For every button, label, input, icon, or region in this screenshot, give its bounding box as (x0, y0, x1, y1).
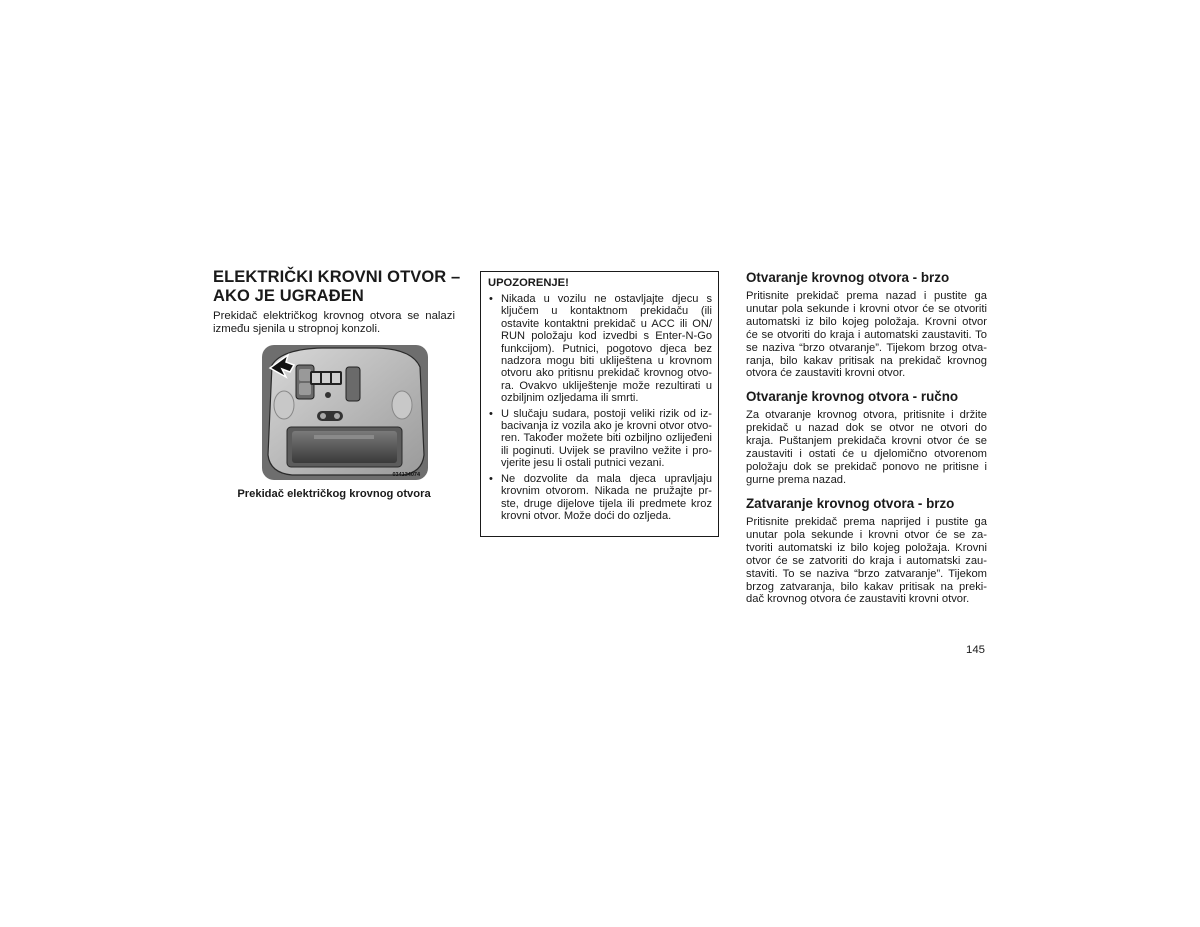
warning-line: funkcijom). Putnici, pogotovo djeca bez (501, 342, 712, 355)
subsection-heading-quick-open: Otvaranje krovnog otvora - brzo (746, 270, 950, 285)
image-code: 034134074 (392, 472, 420, 478)
sunroof-switch-front (299, 383, 311, 395)
warning-item (488, 408, 712, 470)
warning-line: ra. Ovakvo ukliještenje može rezultirati u (501, 379, 712, 392)
warning-line: Ne dozvolite da mala djeca upravljaju (501, 472, 712, 485)
warning-line: ključem u kontaktnom prekidaču (ili (501, 305, 712, 318)
bin-handle (314, 435, 374, 439)
shade-switch (346, 367, 360, 401)
warning-line: vjerite jesu li ostali putnici vezani. (501, 457, 665, 470)
paragraph-line: dač krovnog otvora će zaustaviti krovni otvor. (746, 593, 970, 606)
bullet-icon: • (489, 293, 493, 305)
paragraph-line: Pritisnite prekidač prema nazad i pustite ga (746, 290, 987, 302)
overhead-console-illustration (262, 345, 428, 480)
paragraph-line: staviti. To se naziva “brzo zatvaranje”. Tijekom (746, 567, 987, 580)
warning-line: ostavite kontaktni prekidač u ACC ili ON/ (501, 317, 712, 330)
section-title (213, 268, 463, 306)
homelink-button-3 (332, 373, 340, 383)
warning-line: otvoru ako pritisnu prekidač krovnog otvo- (501, 367, 712, 380)
paragraph-line: brzog zatvaranja, bilo kakav pritisak na preki- (746, 580, 987, 593)
warning-line: nadzora mogu biti ukliještena u krovnom (501, 355, 712, 368)
paragraph-line: automatski iz bilo kojeg položaja. Krovni otvor (746, 315, 987, 328)
bullet-icon: • (489, 407, 493, 420)
section-title-line-2: AKO JE UGRAĐEN (213, 287, 364, 305)
paragraph-line: unutar pola sekunde i krovni otvor će se za- (746, 528, 987, 541)
subsection-paragraph-manual-open (746, 409, 987, 486)
bullet-icon: • (489, 472, 493, 485)
subsection-paragraph-quick-close (746, 516, 987, 606)
subsection-heading-quick-close: Zatvaranje krovnog otvora - brzo (746, 496, 955, 511)
intro-line: Prekidač električkog krovnog otvora se nalazi (213, 310, 455, 322)
paragraph-line: gurne prema nazad. (746, 473, 847, 486)
homelink-button-2 (322, 373, 330, 383)
page-number: 145 (966, 644, 986, 656)
warning-list (488, 293, 712, 522)
warning-line: krovni otvor. Može doći do ozljeda. (501, 509, 672, 522)
warning-title: UPOZORENJE! (488, 277, 569, 289)
indicator-light (325, 392, 331, 398)
paragraph-line: tvoriti automatski iz bilo kojeg položaja. Krovni (746, 541, 987, 554)
right-map-lamp (392, 391, 412, 419)
warning-line: ili poginuti. Uvijek se pravilno vežite i pro- (501, 444, 712, 457)
paragraph-line: unutar pola sekunde i krovni otvor će se otvoriti (746, 302, 987, 315)
warning-line: ozbiljnim ozljedama ili smrti. (501, 392, 639, 405)
paragraph-line: otvora će zaustaviti krovni otvor. (746, 367, 906, 380)
left-map-lamp (274, 391, 294, 419)
warning-line: Nikada u vozilu ne ostavljajte djecu s (501, 293, 712, 305)
paragraph-line: se naziva “brzo otvaranje”. Tijekom brzog otva- (746, 341, 987, 354)
paragraph-line: prekidač u nazad dok se otvor ne otvori do (746, 421, 987, 434)
section-title-line-1: ELEKTRIČKI KROVNI OTVOR – (213, 268, 461, 286)
warning-item (488, 473, 712, 523)
warning-line: U slučaju sudara, postoji veliki rizik od iz- (501, 407, 712, 420)
sunroof-switch-rear (299, 369, 311, 381)
map-light-right (334, 413, 340, 419)
subsection-paragraph-quick-open (746, 290, 987, 380)
warning-line: RUN položaju kod izvedbi s Enter-N-Go (501, 330, 712, 343)
intro-line: između sjenila u stropnoj konzoli. (213, 323, 381, 336)
warning-line: bacivanja iz vozila ako je krovni otvor otvo- (501, 420, 712, 433)
intro-paragraph (213, 310, 455, 336)
paragraph-line: otvor će se zatvoriti do kraja i automatski zau- (746, 554, 987, 567)
warning-line: ren. Također možete biti ozbiljno ozlijeđeni (501, 432, 712, 445)
warning-box (480, 271, 719, 537)
paragraph-line: ranja, bilo kakav pritisak na prekidač krovnog (746, 354, 987, 367)
subsection-heading-manual-open: Otvaranje krovnog otvora - ručno (746, 389, 959, 404)
homelink-button-1 (312, 373, 320, 383)
paragraph-line: će se otvoriti do kraja i automatski zaustaviti. To (746, 328, 987, 341)
paragraph-line: Pritisnite prekidač prema naprijed i pustite ga (746, 516, 987, 528)
warning-line: krovnim otvorom. Nikada ne pružajte pr- (501, 485, 712, 498)
paragraph-line: položaju dok se prekidač ponovo ne pritisne i (746, 460, 987, 473)
warning-line: ste, druge dijelove tijela ili predmete kroz (501, 497, 712, 510)
figure-caption: Prekidač električkog krovnog otvora (237, 488, 431, 500)
warning-item (488, 293, 712, 405)
paragraph-line: Za otvaranje krovnog otvora, pritisnite i držite (746, 409, 987, 421)
paragraph-line: zaustaviti i ostati će u djelomično otvorenom (746, 447, 987, 460)
paragraph-line: kraja. Puštanjem prekidača krovni otvor će se (746, 434, 987, 447)
map-light-left (320, 413, 326, 419)
overhead-console-figure (262, 345, 428, 480)
